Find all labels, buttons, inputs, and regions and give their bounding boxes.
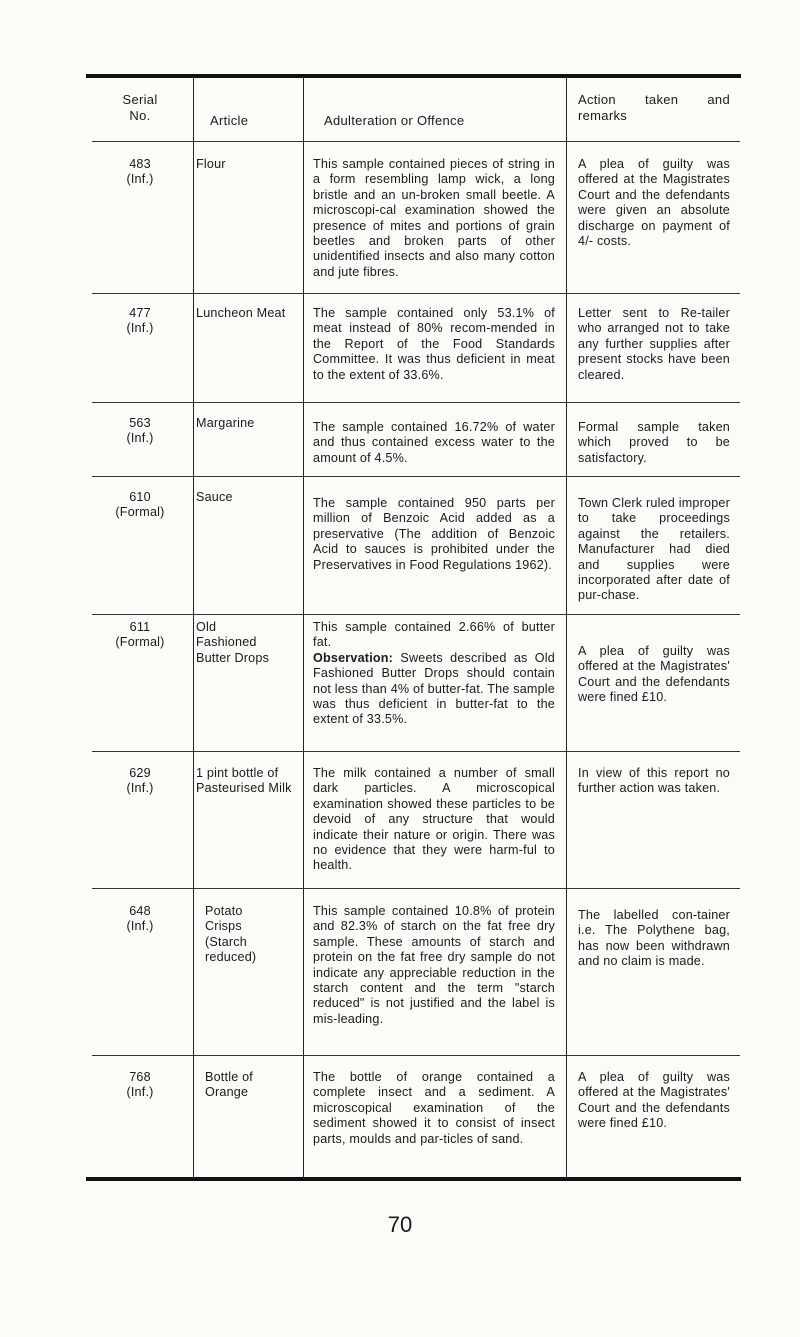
- action-remarks: Formal sample taken which proved to be satisfactory.: [578, 420, 730, 465]
- column-divider: [303, 78, 304, 1177]
- action-remarks: Letter sent to Re-tailer who arranged not to take any further supplies after present stocks have been cleared.: [578, 306, 730, 382]
- row-divider: [92, 888, 740, 889]
- serial-number: 611 (Formal): [115, 620, 165, 650]
- article-name: Old Fashioned Butter Drops: [196, 620, 270, 665]
- serial-number: 477 (Inf.): [126, 306, 154, 336]
- column-divider: [193, 78, 194, 1177]
- offence-description: The bottle of orange contained a complete insect and a sediment. A microscopical examination of the sediment showed it to consist of insect parts, moulds and par-ticles of sand.: [313, 1070, 555, 1146]
- row-divider: [92, 293, 740, 294]
- bottom-rule: [86, 1177, 741, 1181]
- row-divider: [92, 402, 740, 403]
- action-remarks: In view of this report no further action was taken.: [578, 766, 730, 796]
- serial-number: 768 (Inf.): [126, 1070, 154, 1100]
- action-remarks: A plea of guilty was offered at the Magistrates Court and the defendants were given an absolute discharge on payment of 4/- costs.: [578, 157, 730, 249]
- row-divider: [92, 614, 740, 615]
- article-name: Bottle of Orange: [205, 1070, 254, 1100]
- article-name: Margarine: [196, 416, 255, 430]
- column-divider: [566, 78, 567, 1177]
- header-adulteration-or-offence: Adulteration or Offence: [324, 113, 465, 128]
- action-remarks: A plea of guilty was offered at the Magistrates' Court and the defendants were fined £10.: [578, 1070, 730, 1131]
- top-rule: [86, 74, 741, 78]
- row-divider: [92, 751, 740, 752]
- article-name: Sauce: [196, 490, 233, 504]
- page-number: 70: [387, 1212, 413, 1237]
- article-name: Luncheon Meat: [196, 306, 286, 320]
- row-divider: [92, 476, 740, 477]
- offence-text: This sample contained 2.66% of butter fat.: [313, 620, 555, 650]
- action-remarks: A plea of guilty was offered at the Magistrates' Court and the defendants were fined £10.: [578, 644, 730, 705]
- offence-description: This sample contained 10.8% of protein and 82.3% of starch on the fat free dry sample. These amounts of starch and protein on the fat free dry sample do not indicate any appreciable reduction in the starch content and the term "starch reduced" is not justified and the label is mis-leading.: [313, 904, 555, 1026]
- article-name: 1 pint bottle of Pasteurised Milk: [196, 766, 292, 796]
- offence-description: The sample contained 16.72% of water and thus contained excess water to the amount of 4.5%.: [313, 420, 555, 465]
- serial-number: 610 (Formal): [115, 490, 165, 520]
- offence-description: The sample contained only 53.1% of meat instead of 80% recom-mended in the Report of the Food Standards Committee. It was thus deficient in meat to the extent of 33.6%.: [313, 306, 555, 382]
- serial-number: 563 (Inf.): [126, 416, 154, 446]
- offence-description: [313, 620, 555, 728]
- row-divider: [92, 1055, 740, 1056]
- offence-description: The milk contained a number of small dark particles. A microscopical examination showed these particles to be devoid of any structure that would indicate their nature or origin. There was no evidence that they were harm-ful to health.: [313, 766, 555, 873]
- action-remarks: The labelled con-tainer i.e. The Polythene bag, has now been withdrawn and no claim is made.: [578, 908, 730, 969]
- header-serial-no: Serial No.: [122, 92, 158, 123]
- header-action-taken: Action taken and remarks: [578, 92, 730, 123]
- observation-text: Sweets described as Old Fashioned Butter Drops should contain not less than 4% of butter-fat. The sample was thus deficient in butter-fat to the extent of 33.5%.: [313, 650, 555, 727]
- offence-description: The sample contained 950 parts per million of Benzoic Acid added as a preservative (The addition of Benzoic Acid to sauces is prohibited under the Preservatives in Food Regulations 1962).: [313, 496, 555, 572]
- serial-number: 648 (Inf.): [126, 904, 154, 934]
- article-name: Potato Crisps (Starch reduced): [205, 904, 257, 965]
- offence-description: This sample contained pieces of string in a form resembling lamp wick, a long bristle and an un-broken small beetle. A microscopi-cal examination showed the presence of mites and portions of grain beetles and broken parts of other unidentified insects and also many cotton and jute fibres.: [313, 157, 555, 279]
- header-article: Article: [210, 113, 249, 128]
- article-name: Flour: [196, 157, 226, 171]
- serial-number: 629 (Inf.): [126, 766, 154, 796]
- observation-label: Observation:: [313, 650, 394, 665]
- serial-number: 483 (Inf.): [126, 157, 154, 187]
- header-divider: [92, 141, 740, 142]
- action-remarks: Town Clerk ruled improper to take proceedings against the retailers. Manufacturer had died and supplies were incorporated after date of pur-chase.: [578, 496, 730, 603]
